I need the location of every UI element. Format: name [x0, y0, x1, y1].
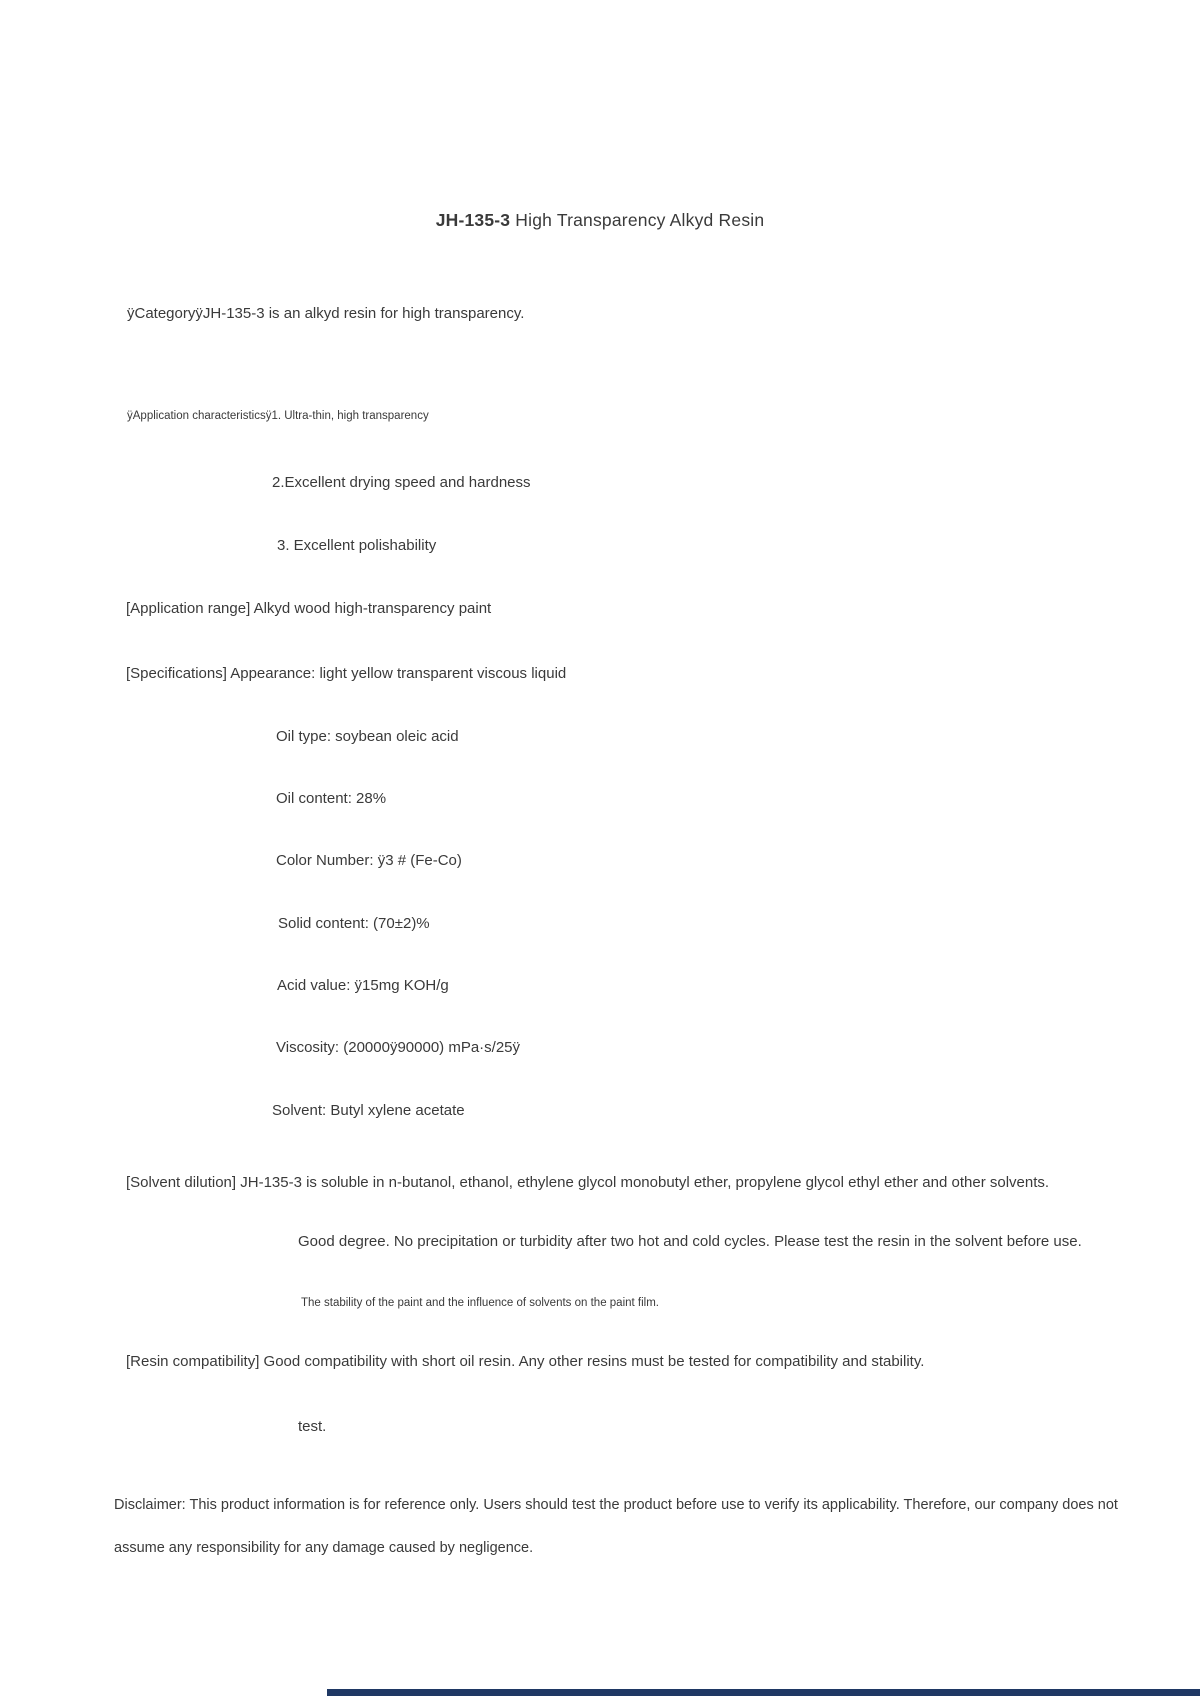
line-stability: The stability of the paint and the influence of solvents on the paint film. [301, 1297, 659, 1309]
title-product-code: JH-135-3 [435, 210, 511, 230]
line-resin-compatibility: [Resin compatibility] Good compatibility with short oil resin. Any other resins must be tested for compatibility and stability. [126, 1353, 925, 1370]
line-application-range: [Application range] Alkyd wood high-transparency paint [126, 600, 492, 617]
page-title [0, 210, 1200, 231]
line-test: test. [298, 1418, 327, 1435]
line-characteristic-3: 3. Excellent polishability [277, 537, 437, 554]
line-acid-value: Acid value: ÿ15mg KOH/g [277, 977, 449, 994]
line-solvent: Solvent: Butyl xylene acetate [272, 1102, 465, 1119]
line-good-degree: Good degree. No precipitation or turbidity after two hot and cold cycles. Please test the resin in the solvent before use. [298, 1233, 1082, 1250]
line-oil-content: Oil content: 28% [276, 790, 387, 807]
line-application-characteristics: ÿApplication characteristicsÿ1. Ultra-thin, high transparency [127, 410, 429, 422]
disclaimer-line-1: Disclaimer: This product information is for reference only. Users should test the product before use to verify its applicability. Therefore, our company does not [114, 1497, 1118, 1513]
disclaimer-line-2: assume any responsibility for any damage caused by negligence. [114, 1540, 534, 1556]
line-characteristic-2: 2.Excellent drying speed and hardness [272, 474, 531, 491]
line-specifications: [Specifications] Appearance: light yellow transparent viscous liquid [126, 665, 567, 682]
line-solvent-dilution: [Solvent dilution] JH-135-3 is soluble in n-butanol, ethanol, ethylene glycol monobutyl ether, propylene glycol ethyl ether and other solvents. [126, 1174, 1050, 1191]
line-category: ÿCategoryÿJH-135-3 is an alkyd resin for high transparency. [127, 305, 525, 322]
title-product-name: High Transparency Alkyd Resin [510, 210, 765, 230]
line-color-number: Color Number: ÿ3 # (Fe-Co) [276, 852, 462, 869]
line-solid-content: Solid content: (70±2)% [278, 915, 430, 932]
footer-bar [327, 1689, 1200, 1696]
line-oil-type: Oil type: soybean oleic acid [276, 728, 459, 745]
line-viscosity: Viscosity: (20000ÿ90000) mPa·s/25ÿ [276, 1039, 521, 1056]
